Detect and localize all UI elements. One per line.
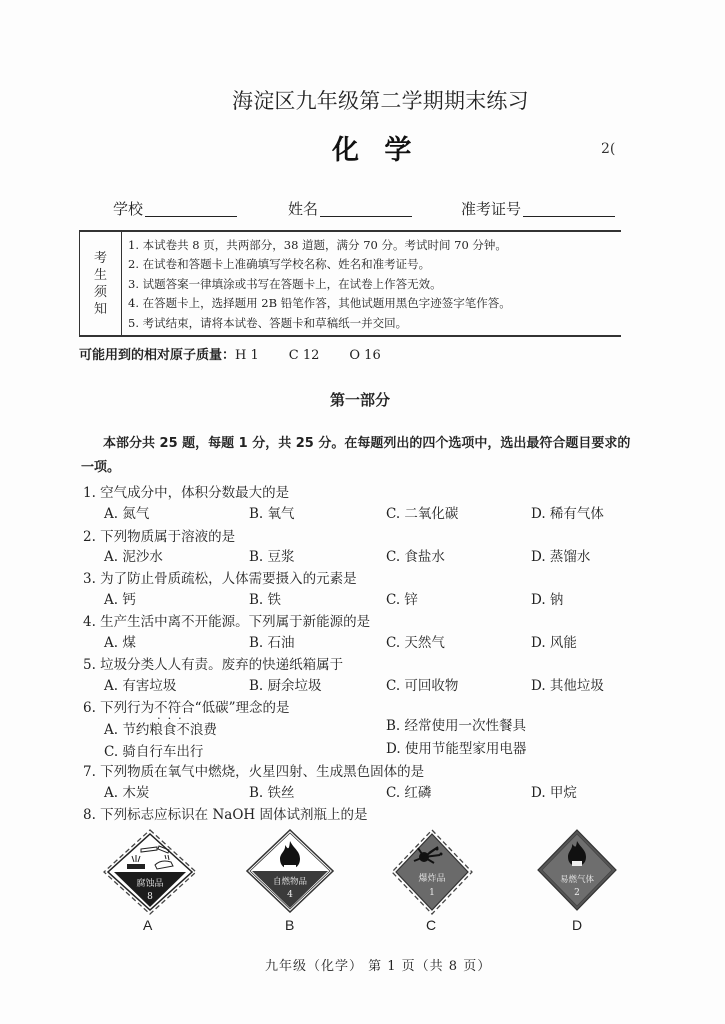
notice-item: 2. 在试卷和答题卡上准确填写学校名称、姓名和准考证号。 [128,257,431,272]
atomic-mass-o: O 16 [349,348,381,363]
hazard-class: 2 [574,888,580,898]
hazard-sign-d[interactable] [537,829,617,911]
option-b[interactable]: B. 经常使用一次性餐具 [386,718,527,734]
corner-text: 2( [601,141,616,157]
question-stem: 8. 下列标志应标识在 NaOH 固体试剂瓶上的是 [83,807,368,823]
question-stem: 3. 为了防止骨质疏松，人体需要摄入的元素是 [83,571,357,587]
option-a[interactable]: A. 节约粮食不浪费 [104,722,217,738]
option-b[interactable]: B. 豆浆 [249,549,295,565]
hazard-name: 自燃物品 [272,877,308,887]
option-a[interactable]: A. 氮气 [104,506,150,522]
section-title: 第一部分 [330,391,391,409]
school-field[interactable] [113,198,237,219]
question-stem: 4. 生产生活中离不开能源。下列属于新能源的是 [83,614,371,630]
notice-item: 5. 考试结束，请将本试卷、答题卡和草稿纸一并交回。 [128,315,408,330]
hazard-option-label: A [143,917,153,933]
notice-heading-char: 知 [93,301,107,317]
option-b[interactable]: B. 铁丝 [249,785,295,801]
option-a[interactable]: A. 木炭 [104,785,150,801]
option-d[interactable]: D. 稀有气体 [531,506,604,522]
exam-title: 海淀区九年级第二学期期末练习 [232,89,529,113]
exam-number-label: 准考证号 [461,200,522,218]
notice-heading-char: 生 [93,267,107,283]
option-d[interactable]: D. 其他垃圾 [531,678,604,694]
atomic-mass-c: C 12 [288,348,320,363]
exam-number-blank[interactable] [523,201,615,217]
option-d[interactable]: D. 甲烷 [531,785,577,801]
option-c[interactable]: C. 可回收物 [386,678,459,694]
option-c[interactable]: C. 天然气 [386,635,445,651]
notice-heading-char: 考 [93,250,107,266]
hazard-name: 腐蚀品 [136,879,164,889]
hazard-option-label: C [426,917,437,933]
hazard-option-label: B [285,917,295,933]
school-label: 学校 [113,200,144,218]
name-blank[interactable] [320,201,412,217]
hazard-sign-a[interactable] [103,829,197,915]
exam-number-field[interactable] [461,198,615,219]
name-label: 姓名 [288,200,319,218]
option-b[interactable]: B. 铁 [249,592,282,608]
question-stem-post: “低碳”理念的是 [194,700,290,716]
hazard-option-label: D [572,917,583,933]
option-b[interactable]: B. 厨余垃圾 [249,678,322,694]
notice-list [128,236,511,333]
hazard-sign-c[interactable] [391,829,473,915]
hazard-name: 爆炸品 [418,874,446,884]
question-stem: 5. 垃圾分类人人有责。废弃的快递纸箱属于 [83,657,344,673]
notice-heading-char: 须 [93,284,107,300]
question-stem: 7. 下列物质在氧气中燃烧，火星四射、生成黑色固体的是 [83,764,425,780]
notice-item: 1. 本试卷共 8 页，共两部分，38 道题，满分 70 分。考试时间 70 分钟。 [128,238,507,252]
option-d[interactable]: D. 钠 [531,592,564,608]
notice-item: 4. 在答题卡上，选择题用 2B 铅笔作答，其他试题用黑色字迹签字笔作答。 [128,296,511,311]
part-intro-line1: 本部分共 25 题，每题 1 分，共 25 分。在每题列出的四个选项中，选出最符合题目要求的 [103,436,631,451]
option-d[interactable]: D. 风能 [531,635,577,651]
school-blank[interactable] [145,201,237,217]
option-c[interactable]: C. 红磷 [386,785,432,801]
question-stem [83,696,289,716]
option-a[interactable]: A. 有害垃圾 [104,678,177,694]
option-c[interactable]: C. 二氧化碳 [386,506,459,522]
question-stem-emphasis: 不符合 · · · [154,700,195,716]
option-d[interactable]: D. 使用节能型家用电器 [386,741,527,757]
option-a[interactable]: A. 煤 [104,635,136,651]
option-b[interactable]: B. 石油 [249,635,295,651]
atomic-masses-label: 可能用到的相对原子质量： [79,348,236,363]
notice-item: 3. 试题答案一律填涂或书写在答题卡上，在试卷上作答无效。 [128,276,442,291]
hazard-class: 1 [429,888,435,898]
atomic-mass-h: H 1 [235,348,259,363]
option-a[interactable]: A. 泥沙水 [104,549,163,565]
hazard-class: 8 [147,892,153,902]
notice-box [79,230,621,337]
part-intro-line2: 一项。 [81,460,121,475]
hazard-class: 4 [287,890,293,900]
page-footer: 九年级（化学） 第 1 页（共 8 页） [265,959,492,974]
notice-heading [80,232,122,335]
question-stem-pre: 6. 下列行为 [83,700,155,716]
name-field[interactable] [288,198,412,219]
option-b[interactable]: B. 氧气 [249,506,295,522]
hazard-name: 易燃气体 [559,875,595,885]
option-d[interactable]: D. 蒸馏水 [531,549,591,565]
option-c[interactable]: C. 食盐水 [386,549,445,565]
atomic-masses [79,344,381,363]
subject-title: 化 学 [332,135,420,166]
question-stem: 1. 空气成分中，体积分数最大的是 [83,485,290,501]
option-c[interactable]: C. 锌 [386,592,418,608]
option-a[interactable]: A. 钙 [104,592,136,608]
hazard-sign-b[interactable] [246,829,334,913]
question-stem: 2. 下列物质属于溶液的是 [83,529,236,545]
option-c[interactable]: C. 骑自行车出行 [104,744,204,760]
